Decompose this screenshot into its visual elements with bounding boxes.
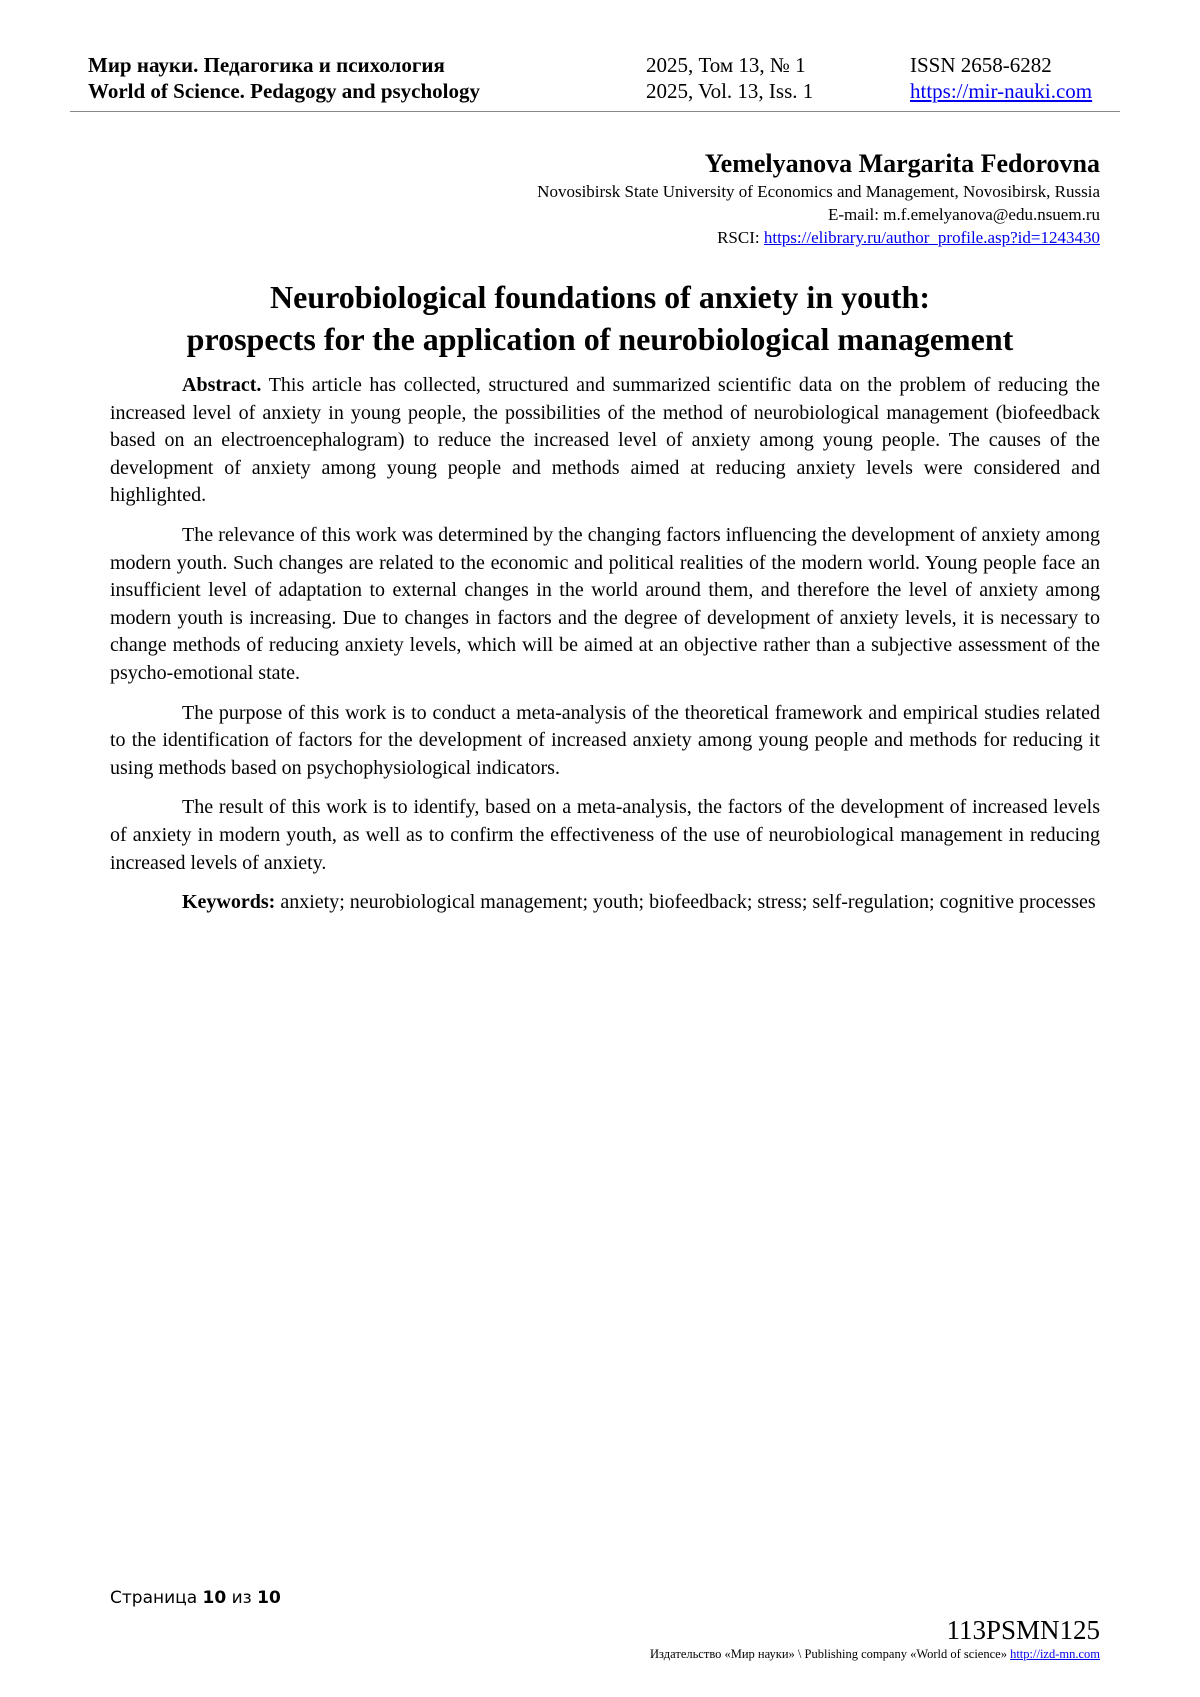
keywords-label: Keywords:	[182, 891, 276, 914]
journal-title-ru: Мир науки. Педагогика и психология	[88, 53, 445, 77]
journal-site-link[interactable]: https://mir-nauki.com	[910, 79, 1093, 103]
page-mid: из	[226, 1588, 258, 1608]
publisher-line	[650, 1647, 1100, 1662]
page-current: 10	[202, 1588, 227, 1608]
keywords-text: anxiety; neurobiological management; youth; biofeedback; stress; self-regulation; cognitive processes	[275, 891, 1096, 914]
purpose-paragraph: The purpose of this work is to conduct a meta-analysis of the theoretical framework and empirical studies related to the identification of factors for the development of increased anxiety among young people and methods for reducing it using methods based on psychophysiological indicators.	[110, 701, 1100, 779]
title-line-1: Neurobiological foundations of anxiety in youth:	[270, 279, 930, 315]
article-code: 113PSMN125	[946, 1615, 1100, 1645]
author-rsci	[537, 226, 1100, 249]
abstract-text: This article has collected, structured and summarized scientific data on the problem of reducing the increased level of anxiety in young people, the possibilities of the method of neurobiological management (biofeedback based on an electroencephalogram) to reduce the increased level of anxiety among young people. The causes of the development of anxiety among young people and methods aimed at reducing anxiety levels were considered and highlighted.	[110, 374, 1100, 507]
issn: ISSN 2658-6282	[910, 53, 1052, 77]
author-affiliation: Novosibirsk State University of Economics and Management, Novosibirsk, Russia	[537, 182, 1100, 201]
author-block	[537, 148, 1100, 249]
relevance-paragraph: The relevance of this work was determined by the changing factors influencing the development of anxiety among modern youth. Such changes are related to the economic and political realities of the modern world. Young people face an insufficient level of adaptation to external changes in the world around them, and therefore the level of anxiety among modern youth is increasing. Due to changes in factors and the degree of development of anxiety levels, it is necessary to change methods of reducing anxiety levels, which will be aimed at an objective rather than a subjective assessment of the psycho-emotional state.	[110, 523, 1100, 684]
author-name: Yemelyanova Margarita Fedorovna	[704, 149, 1100, 178]
journal-title-en: World of Science. Pedagogy and psychology	[88, 79, 481, 103]
abstract-label: Abstract.	[182, 374, 262, 396]
publisher-text: Издательство «Мир науки» \ Publishing company «World of science»	[650, 1647, 1011, 1661]
title-line-2: prospects for the application of neurobiological management	[186, 321, 1014, 357]
article-title	[100, 276, 1100, 360]
volume-ru: 2025, Том 13, № 1	[646, 53, 806, 77]
rsci-link[interactable]: https://elibrary.ru/author_profile.asp?id=1243430	[763, 228, 1100, 247]
abstract-paragraph	[110, 372, 1100, 510]
author-email: E-mail: m.f.emelyanova@edu.nsuem.ru	[828, 205, 1100, 224]
page-prefix: Страница	[110, 1588, 203, 1608]
header-divider	[70, 111, 1120, 112]
page-total: 10	[257, 1588, 281, 1608]
rsci-label: RSCI:	[717, 228, 764, 247]
publisher-link[interactable]: http://izd-mn.com	[1010, 1647, 1100, 1661]
article-body	[110, 372, 1100, 929]
volume-en: 2025, Vol. 13, Iss. 1	[646, 79, 814, 103]
result-paragraph: The result of this work is to identify, based on a meta-analysis, the factors of the development of increased levels of anxiety in modern youth, as well as to confirm the effectiveness of the use of neurobiological management in reducing increased levels of anxiety.	[110, 796, 1100, 874]
page-number	[110, 1588, 281, 1608]
keywords-paragraph	[110, 889, 1100, 917]
